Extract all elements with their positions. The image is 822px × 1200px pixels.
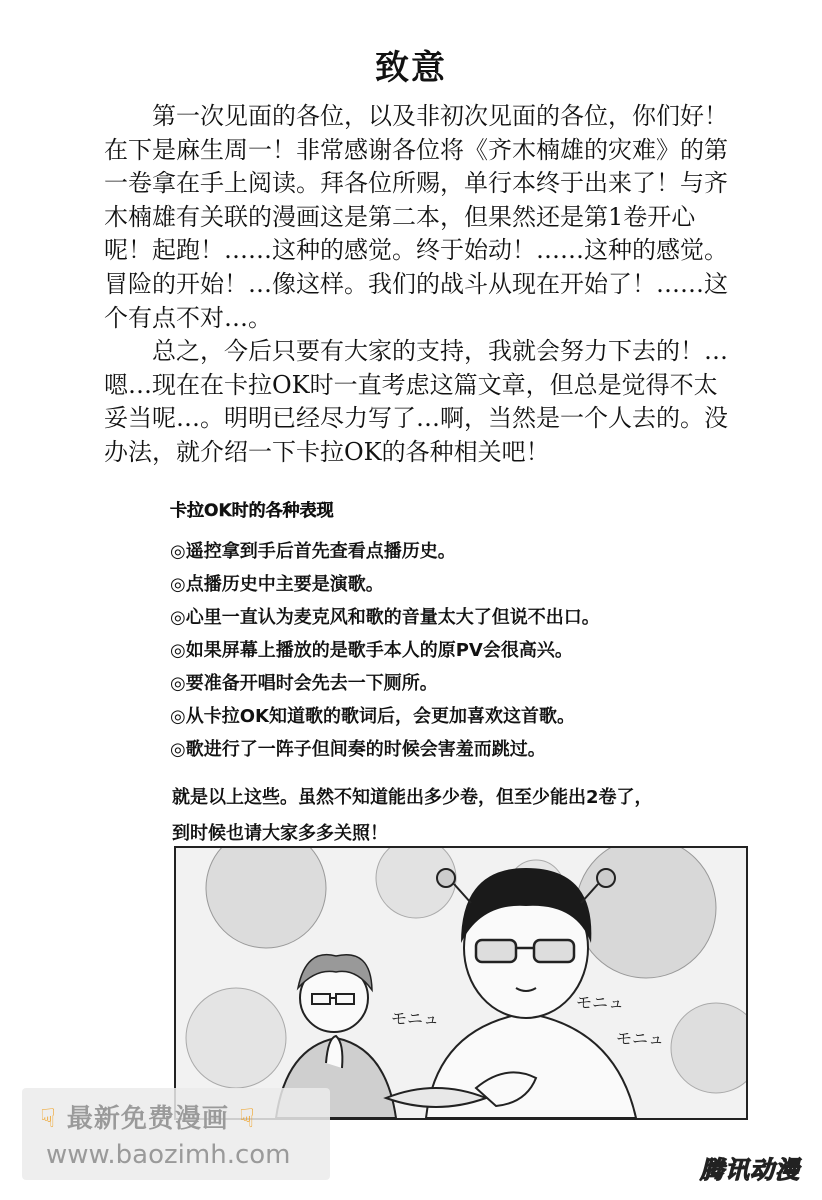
closing-line-1: 就是以上这些。虽然不知道能出多少卷，但至少能出2卷了， — [172, 787, 653, 808]
list-item: ◎要准备开唱时会先去一下厕所。 — [170, 673, 438, 694]
manga-illustration — [176, 848, 746, 1118]
list-item: ◎心里一直认为麦克风和歌的音量太大了但说不出口。 — [170, 607, 600, 628]
publisher-logo: 腾讯动漫 — [700, 1156, 800, 1184]
pointing-hand-icon: ☟ — [40, 1104, 57, 1134]
watermark-url: www.baozimh.com — [46, 1140, 291, 1170]
list-item: ◎从卡拉OK知道歌的歌词后，会更加喜欢这首歌。 — [170, 706, 575, 727]
karaoke-list — [170, 496, 770, 766]
closing-line-2: 到时候也请大家多多关照！ — [172, 823, 388, 844]
list-heading: 卡拉OK时的各种表现 — [170, 501, 334, 521]
paragraph-1: 第一次见面的各位，以及非初次见面的各位，你们好！在下是麻生周一！非常感谢各位将《齐木楠雄的灾难》的第一卷拿在手上阅读。拜各位所赐，单行本终于出来了！与齐木楠雄有关联的漫画这是第二本，但果然还是第1卷开心呢！起跑！……这种的感觉。终于始动！……这种的感觉。冒险的开始！…像这样。我们的战斗从现在开始了！……这个有点不对…。 — [104, 102, 728, 332]
site-watermark — [22, 1088, 330, 1180]
list-item: ◎遥控拿到手后首先查看点播历史。 — [170, 541, 456, 562]
manga-illustration-panel — [174, 846, 748, 1120]
closing-text — [172, 780, 772, 852]
list-item: ◎如果屏幕上播放的是歌手本人的原PV会很高兴。 — [170, 640, 573, 661]
pointing-hand-icon: ☟ — [238, 1104, 256, 1134]
sfx-text: モニュ — [576, 993, 625, 1012]
list-item: ◎歌进行了一阵子但间奏的时候会害羞而跳过。 — [170, 739, 546, 760]
watermark-line-1 — [40, 1098, 256, 1135]
sfx-text: モニュ — [616, 1029, 665, 1048]
paragraph-2: 总之，今后只要有大家的支持，我就会努力下去的！…嗯…现在在卡拉OK时一直考虑这篇文章，但总是觉得不太妥当呢…。明明已经尽力写了…啊，当然是一个人去的。没办法，就介绍一下卡拉OK的各种相关吧！ — [104, 337, 728, 466]
sfx-text: モニュ — [391, 1009, 440, 1028]
watermark-slogan: 最新免费漫画 — [66, 1104, 229, 1134]
greeting-text — [104, 100, 734, 470]
page-title: 致意 — [375, 48, 447, 88]
list-item: ◎点播历史中主要是演歌。 — [170, 574, 384, 595]
